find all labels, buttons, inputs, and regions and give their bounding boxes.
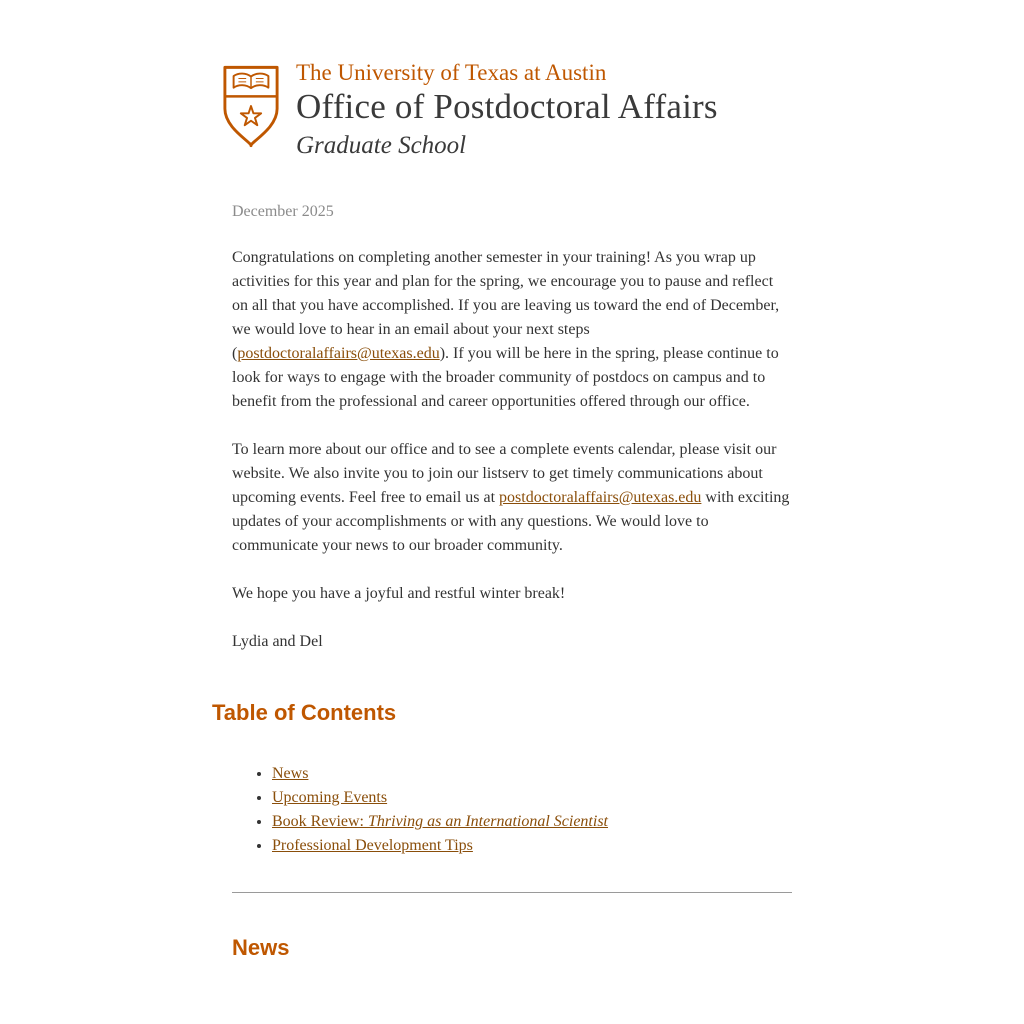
toc-item	[272, 786, 792, 810]
logo-text	[296, 55, 718, 158]
toc-item	[272, 762, 792, 786]
logo-school-name: Graduate School	[296, 132, 467, 159]
newsletter-page	[212, 0, 792, 961]
text-run: Congratulations on completing another semester in your training! As you wrap up activities for this year and plan for the spring, we encourage you to pause and reflect on all that you have accomplished. If you are leaving us toward the end of December, we would love to hear in an email about your next steps (	[232, 249, 780, 362]
issue-date: December 2025	[232, 203, 334, 220]
text-run: To learn more about our office and to see a complete events calendar, please visit our website. We also invite you to join our listserv to get timely communications about upcoming events. Feel free to email us at	[232, 441, 777, 506]
intro-paragraph-2	[232, 438, 792, 558]
text-run: ). If you will be here in the spring, please continue to look for ways to engage with the broader community of postdocs on campus and to benefit from the professional and career opportunities offered through our office.	[232, 345, 779, 410]
toc-link-news[interactable]: News	[272, 765, 309, 782]
toc-link-book-review-title[interactable]: Thriving as an International Scientist	[368, 813, 608, 830]
toc-item	[272, 810, 792, 834]
text-run: with exciting updates of your accomplishments or with any questions. We would love to communicate your news to our broader community.	[232, 489, 790, 554]
toc-link-book-review[interactable]: Book Review:	[272, 813, 368, 830]
intro-paragraph-1	[232, 246, 792, 414]
intro-paragraph-3: We hope you have a joyful and restful winter break!	[232, 585, 566, 602]
email-link[interactable]: postdoctoralaffairs@utexas.edu	[237, 345, 440, 362]
ut-austin-shield-icon	[222, 55, 280, 159]
toc-item	[272, 834, 792, 858]
toc-link-upcoming-events[interactable]: Upcoming Events	[272, 789, 388, 806]
logo-lockup	[222, 55, 792, 159]
news-heading: News	[232, 935, 290, 960]
toc-list	[232, 762, 792, 858]
toc-heading: Table of Contents	[212, 700, 397, 725]
signature-line: Lydia and Del	[232, 633, 323, 650]
logo-university-name: The University of Texas at Austin	[296, 60, 607, 85]
toc-link-professional-development-tips[interactable]: Professional Development Tips	[272, 837, 473, 854]
email-link[interactable]: postdoctoralaffairs@utexas.edu	[499, 489, 702, 506]
logo-office-name: Office of Postdoctoral Affairs	[296, 87, 718, 126]
section-divider	[232, 892, 792, 893]
